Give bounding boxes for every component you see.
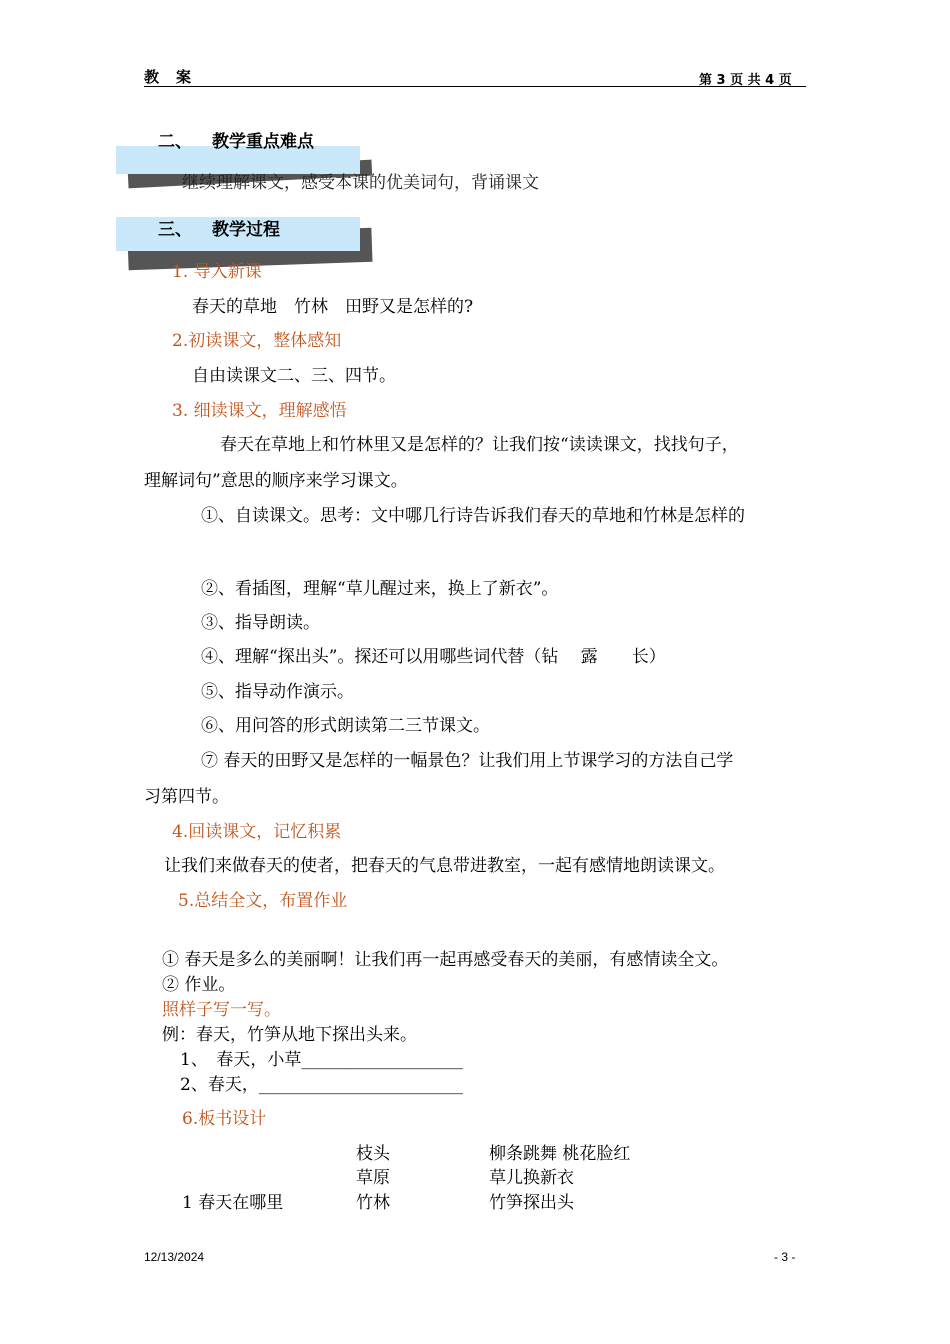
section-number: 二、 (158, 132, 192, 152)
list-item: ① 春天是多么的美丽啊！让我们再一起再感受春天的美丽，有感情读全文。 (162, 950, 729, 970)
list-item: ③、指导朗读。 (201, 613, 320, 633)
header-rule (144, 86, 806, 87)
list-item: ⑦ 春天的田野又是怎样的一幅景色？让我们用上节课学习的方法自己学 (201, 751, 734, 771)
section-number: 三、 (158, 220, 192, 240)
footer-date: 12/13/2024 (144, 1250, 205, 1264)
step-title: 6.板书设计 (182, 1109, 267, 1129)
header-page-indicator: 第 3 页 共 4 页 (699, 73, 792, 88)
board-place: 枝头 (356, 1144, 390, 1164)
list-item: ② 作业。 (162, 975, 236, 995)
board-place: 竹林 (356, 1193, 390, 1213)
step-body: 春天的草地 竹林 田野又是怎样的? (192, 297, 474, 317)
exercise-line: 2、春天，________________________ (180, 1075, 463, 1095)
list-item: ⑤、指导动作演示。 (201, 682, 354, 702)
paragraph-line: 春天在草地上和竹林里又是怎样的？让我们按“读读课文，找找句子， (220, 435, 739, 455)
exercise-line: 1、 春天，小草___________________ (180, 1050, 463, 1070)
list-item: ②、看插图，理解“草儿醒过来，换上了新衣”。 (201, 579, 559, 599)
list-item: ④、理解“探出头”。探还可以用哪些词代替（钻 露 长） (201, 647, 666, 667)
exercise-example: 例：春天，竹笋从地下探出头来。 (162, 1025, 417, 1045)
step-title: 3. 细读课文，理解感悟 (172, 401, 347, 421)
board-desc: 柳条跳舞 桃花脸红 (489, 1144, 631, 1164)
paragraph-line: 理解词句”意思的顺序来学习课文。 (144, 471, 408, 491)
step-title: 1. 导入新课 (172, 262, 262, 282)
board-desc: 草儿换新衣 (489, 1168, 574, 1188)
step-title: 4.回读课文，记忆积累 (172, 822, 342, 842)
section-title: 教学重点难点 (212, 132, 314, 152)
step-title: 5.总结全文，布置作业 (178, 891, 348, 911)
board-title: 1 春天在哪里 (182, 1193, 284, 1213)
section-title: 教学过程 (212, 220, 280, 240)
list-item-continued: 习第四节。 (144, 787, 229, 807)
exercise-title: 照样子写一写。 (162, 1000, 281, 1020)
section-body: 继续理解课文，感受本课的优美词句，背诵课文 (182, 173, 539, 193)
list-item: ⑥、用问答的形式朗读第二三节课文。 (201, 716, 490, 736)
board-desc: 竹笋探出头 (489, 1193, 574, 1213)
list-item: ①、自读课文。思考：文中哪几行诗告诉我们春天的草地和竹林是怎样的 (201, 506, 745, 526)
step-body: 自由读课文二、三、四节。 (192, 366, 396, 386)
header-left-title: 教 案 (144, 68, 193, 86)
footer-page-number: - 3 - (774, 1250, 796, 1264)
step-title: 2.初读课文，整体感知 (172, 331, 342, 351)
step-body: 让我们来做春天的使者，把春天的气息带进教室，一起有感情地朗读课文。 (164, 856, 725, 876)
board-place: 草原 (356, 1168, 390, 1188)
